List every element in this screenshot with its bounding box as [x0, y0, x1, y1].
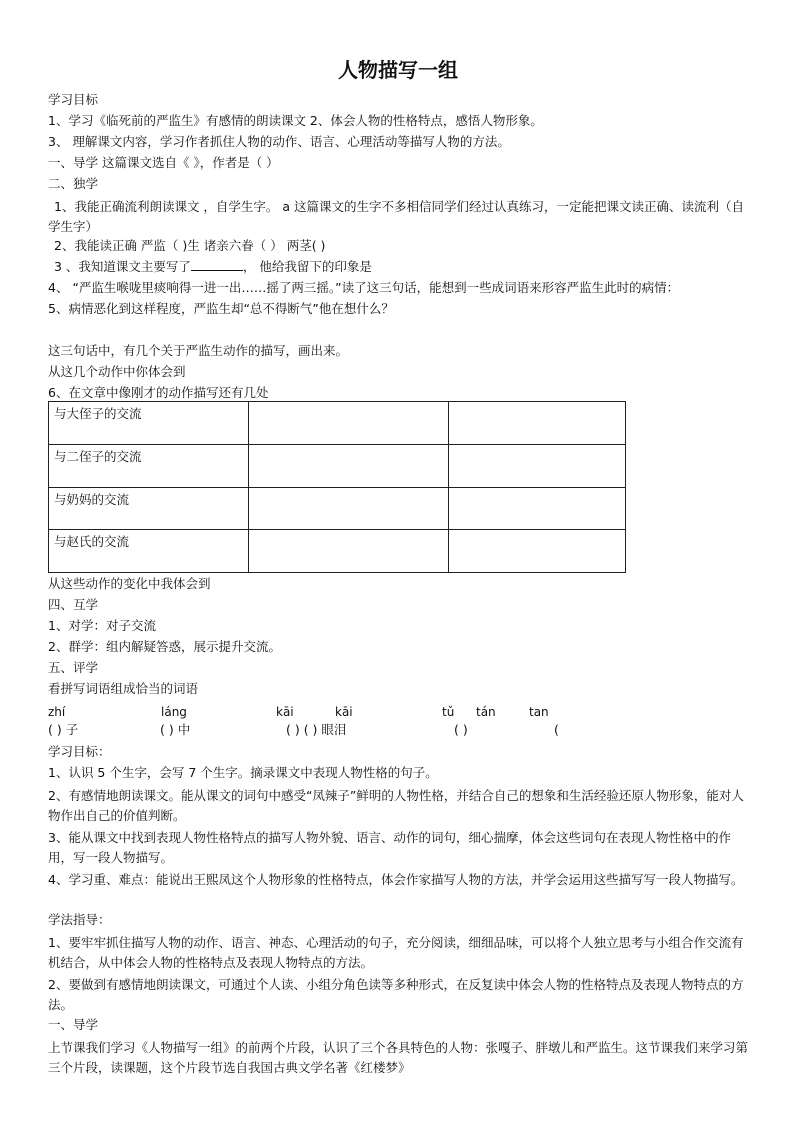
method-item-2: 2、要做到有感情地朗读课文，可通过个人读、小组分角色读等多种形式，在反复读中体会人物的性格特点及表现人物特点的方法。: [48, 977, 744, 1012]
table-row: [49, 530, 626, 573]
self-study-heading: 二、独学: [48, 176, 99, 191]
self-study-item-5: 5、病情恶化到这样程度，严监生却“总不得断气”他在想什么？: [48, 301, 394, 316]
item-3-blank[interactable]: [191, 259, 243, 271]
goal-3: 3、 理解课文内容，学习作者抓住人物的动作、语言、心理活动等描写人物的方法。: [48, 134, 510, 149]
actions-prompt: 这三句话中，有几个关于严监生动作的描写，画出来。: [48, 343, 349, 358]
goals2-item-1: 1、认识 5 个生字，会写 7 个生字。摘录课文中表现人物性格的句子。: [48, 765, 438, 780]
guide-text: 上节课我们学习《人物描写一组》的前两个片段，认识了三个各具特色的人物：张嘎子、胖墩儿和严监生。这节课我们来学习第三个片段，读课题，这个片段节选自我国古典文学名著《红楼梦》: [48, 1040, 749, 1075]
goals2-item-2: 2、有感情地朗读课文。能从课文的词句中感受“凤辣子”鲜明的人物性格，并结合自己的想象和生活经验还原人物形象，能对人物作出自己的价值判断。: [48, 788, 744, 823]
group-study: 2、群学：组内解疑答惑，展示提升交流。: [48, 639, 281, 654]
pair-study: 1、对学：对子交流: [48, 618, 156, 633]
fill-blank-5[interactable]: (: [554, 722, 559, 737]
answer-cell[interactable]: [449, 530, 626, 573]
pinyin-tan-2: tan: [529, 705, 549, 719]
method-heading: 学法指导：: [48, 912, 111, 927]
row-label: 与奶妈的交流: [49, 487, 249, 530]
pinyin-kai-1: kāi: [276, 705, 294, 719]
goals2-item-3: 3、能从课文中找到表现人物性格特点的描写人物外貌、语言、动作的词句，细心揣摩，体会这些词句在表现人物性格中的作用，写一段人物描写。: [48, 830, 731, 865]
goals2-item-4: 4、学习重、难点：能说出王熙凤这个人物形象的性格特点，体会作家描写人物的方法，并学会运用这些描写写一段人物描写。: [48, 872, 744, 887]
mutual-heading: 四、互学: [48, 597, 99, 612]
interaction-table: [48, 401, 626, 573]
evaluate-heading: 五、评学: [48, 660, 99, 675]
table-row: [49, 402, 626, 445]
pinyin-tu: tǔ: [442, 705, 455, 719]
self-study-item-3: [54, 259, 372, 275]
guide-heading: 一、导学: [48, 1017, 99, 1032]
answer-cell[interactable]: [449, 444, 626, 487]
fill-blank-2[interactable]: ( ) 中: [160, 722, 191, 737]
fill-blank-1[interactable]: ( ) 子: [48, 722, 79, 737]
self-study-item-1: 1、我能正确流利朗读课文 ，自学生字。 a 这篇课文的生字不多相信同学们经过认真练习，一定能把课文读正确、读流利（自学生字）: [48, 199, 745, 234]
item-3-suffix: ， 他给我留下的印象是: [242, 259, 372, 274]
row-label: 与大侄子的交流: [49, 402, 249, 445]
item-6: 6、在文章中像刚才的动作描写还有几处: [48, 385, 269, 400]
answer-cell[interactable]: [449, 487, 626, 530]
answer-cell[interactable]: [249, 444, 449, 487]
self-study-item-4: 4、 “严监生喉咙里痰响得一进一出……摇了两三摇。”读了这三句话，能想到一些成词语来形容严监生此时的病情：: [48, 280, 680, 295]
row-label: 与二侄子的交流: [49, 444, 249, 487]
method-item-1: 1、要牢牢抓住描写人物的动作、语言、神态、心理活动的句子，充分阅读，细细品味，可以将个人独立思考与小组合作交流有机结合，从中体会人物的性格特点及表现人物特点的方法。: [48, 935, 744, 970]
after-table-prompt: 从这些动作的变化中我体会到: [48, 576, 211, 591]
answer-cell[interactable]: [249, 530, 449, 573]
intro-line: 一、导学 这篇课文选自《 》，作者是（ ）: [48, 155, 279, 170]
answer-cell[interactable]: [249, 402, 449, 445]
pinyin-kai-2: kāi: [335, 705, 353, 719]
table-row: [49, 444, 626, 487]
pinyin-task: 看拼写词语组成恰当的词语: [48, 681, 199, 696]
pinyin-tan-1: tán: [476, 705, 496, 719]
experience-prompt: 从这几个动作中你体会到: [48, 364, 186, 379]
answer-cell[interactable]: [449, 402, 626, 445]
answer-cell[interactable]: [249, 487, 449, 530]
item-3-prefix: 3 、我知道课文主要写了: [54, 259, 191, 274]
table-row: [49, 487, 626, 530]
goals-heading: 学习目标: [48, 92, 99, 107]
goal-1: 1、学习《临死前的严监生》有感情的朗读课文 2、体会人物的性格特点，感悟人物形象。: [48, 113, 543, 128]
goals2-heading: 学习目标：: [48, 744, 111, 759]
fill-blank-4[interactable]: ( ): [454, 722, 468, 737]
self-study-item-2: 2、我能读正确 严监（ )生 诸亲六眷（ ） 两茎( ): [54, 238, 326, 253]
row-label: 与赵氏的交流: [49, 530, 249, 573]
page-title: 人物描写一组: [338, 58, 458, 82]
pinyin-lang: láng: [161, 705, 187, 719]
fill-blank-3[interactable]: ( ) ( ) 眼泪: [286, 722, 347, 737]
pinyin-zhi: zhí: [48, 705, 66, 719]
